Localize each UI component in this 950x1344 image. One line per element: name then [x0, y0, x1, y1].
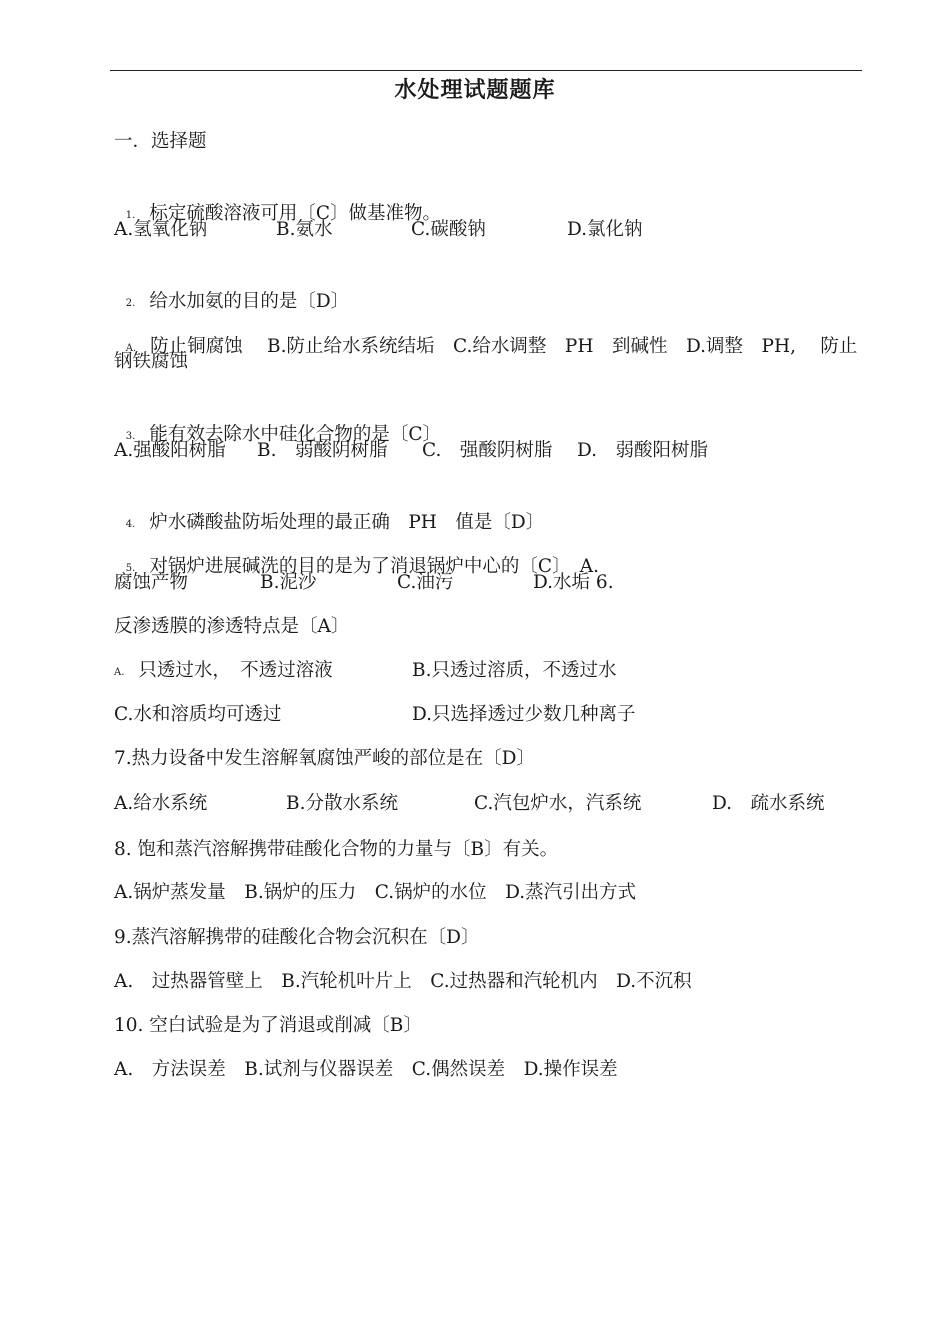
question-9-options: A. 过热器管壁上 B.汽轮机叶片上 C.过热器和汽轮机内 D.不沉积: [114, 971, 692, 992]
option-number: A.: [125, 343, 137, 354]
option-b: B.分散水系统: [286, 793, 398, 814]
option-d: D. 弱酸阳树脂: [577, 440, 709, 461]
option-a: A.强酸阳树脂: [114, 440, 226, 461]
option-b: B.只透过溶质，不透过水: [412, 660, 617, 681]
option-number: A.: [114, 667, 125, 678]
question-5-options: [114, 569, 874, 597]
question-6-options-continued: [114, 701, 874, 729]
question-8: 8. 饱和蒸汽溶解携带硅酸化合物的力量与〔B〕有关。: [114, 839, 559, 860]
option-b: B.泥沙: [260, 572, 317, 593]
question-number: 2.: [125, 298, 136, 309]
option-a: 腐蚀产物: [114, 572, 189, 593]
question-text: 标定硫酸溶液可用〔C〕做基准物。: [149, 203, 441, 224]
section-heading: 一．选择题: [114, 131, 207, 152]
option-a: A.氢氧化钠: [114, 219, 208, 240]
question-text: 对锅炉进展碱洗的目的是为了消退锅炉中心的〔C〕 A.: [149, 556, 599, 577]
question-number: 1.: [125, 210, 136, 221]
question-6-options: [114, 657, 874, 685]
option-a: A.给水系统: [114, 793, 208, 814]
question-number: 5.: [125, 563, 136, 574]
question-10: 10. 空白试验是为了消退或削减〔B〕: [114, 1015, 422, 1036]
question-1-options: [114, 216, 874, 244]
question-text: 炉水磷酸盐防垢处理的最正确 PH 值是〔D〕: [149, 512, 545, 533]
question-text: 能有效去除水中硅化合物的是〔C〕: [149, 424, 441, 445]
option-b: B. 弱酸阴树脂: [257, 440, 388, 461]
question-6: 反渗透膜的渗透特点是〔A〕: [114, 616, 350, 637]
question-7: 7.热力设备中发生溶解氧腐蚀严峻的部位是在〔D〕: [114, 748, 535, 769]
question-7-options: [114, 790, 874, 818]
question-number: 3.: [125, 431, 136, 442]
option-a: 只透过水， 不透过溶液: [138, 660, 333, 681]
header-rule: [110, 70, 862, 71]
option-d: D. 疏水系统: [712, 793, 825, 814]
option-d: D.只选择透过少数几种离子: [412, 704, 636, 725]
question-text: 给水加氨的目的是〔D〕: [149, 291, 350, 312]
document-title: 水处理试题题库: [394, 78, 556, 103]
options-text: 防止铜腐蚀 B.防止给水系统结垢 C.给水调整 PH 到碱性 D.调整 PH, 防止: [150, 336, 858, 357]
option-c: C.碳酸钠: [411, 219, 486, 240]
option-d: D.氯化钠: [567, 219, 643, 240]
question-8-options: A.锅炉蒸发量 B.锅炉的压力 C.锅炉的水位 D.蒸汽引出方式: [114, 882, 637, 903]
option-b: B.氨水: [276, 219, 333, 240]
question-2-options-continued: 钢铁腐蚀: [114, 351, 189, 372]
question-number: 4.: [125, 519, 136, 530]
option-c: C.汽包炉水，汽系统: [474, 793, 642, 814]
question-2-options: [114, 305, 857, 363]
question-10-options: A. 方法误差 B.试剂与仪器误差 C.偶然误差 D.操作误差: [114, 1059, 618, 1080]
question-9: 9.蒸汽溶解携带的硅酸化合物会沉积在〔D〕: [114, 927, 480, 948]
option-c: C.水和溶质均可透过: [114, 704, 282, 725]
option-d: D.水垢 6.: [533, 572, 614, 593]
option-c: C. 强酸阴树脂: [422, 440, 553, 461]
question-3-options: [114, 437, 874, 465]
option-c: C.油污: [397, 572, 454, 593]
